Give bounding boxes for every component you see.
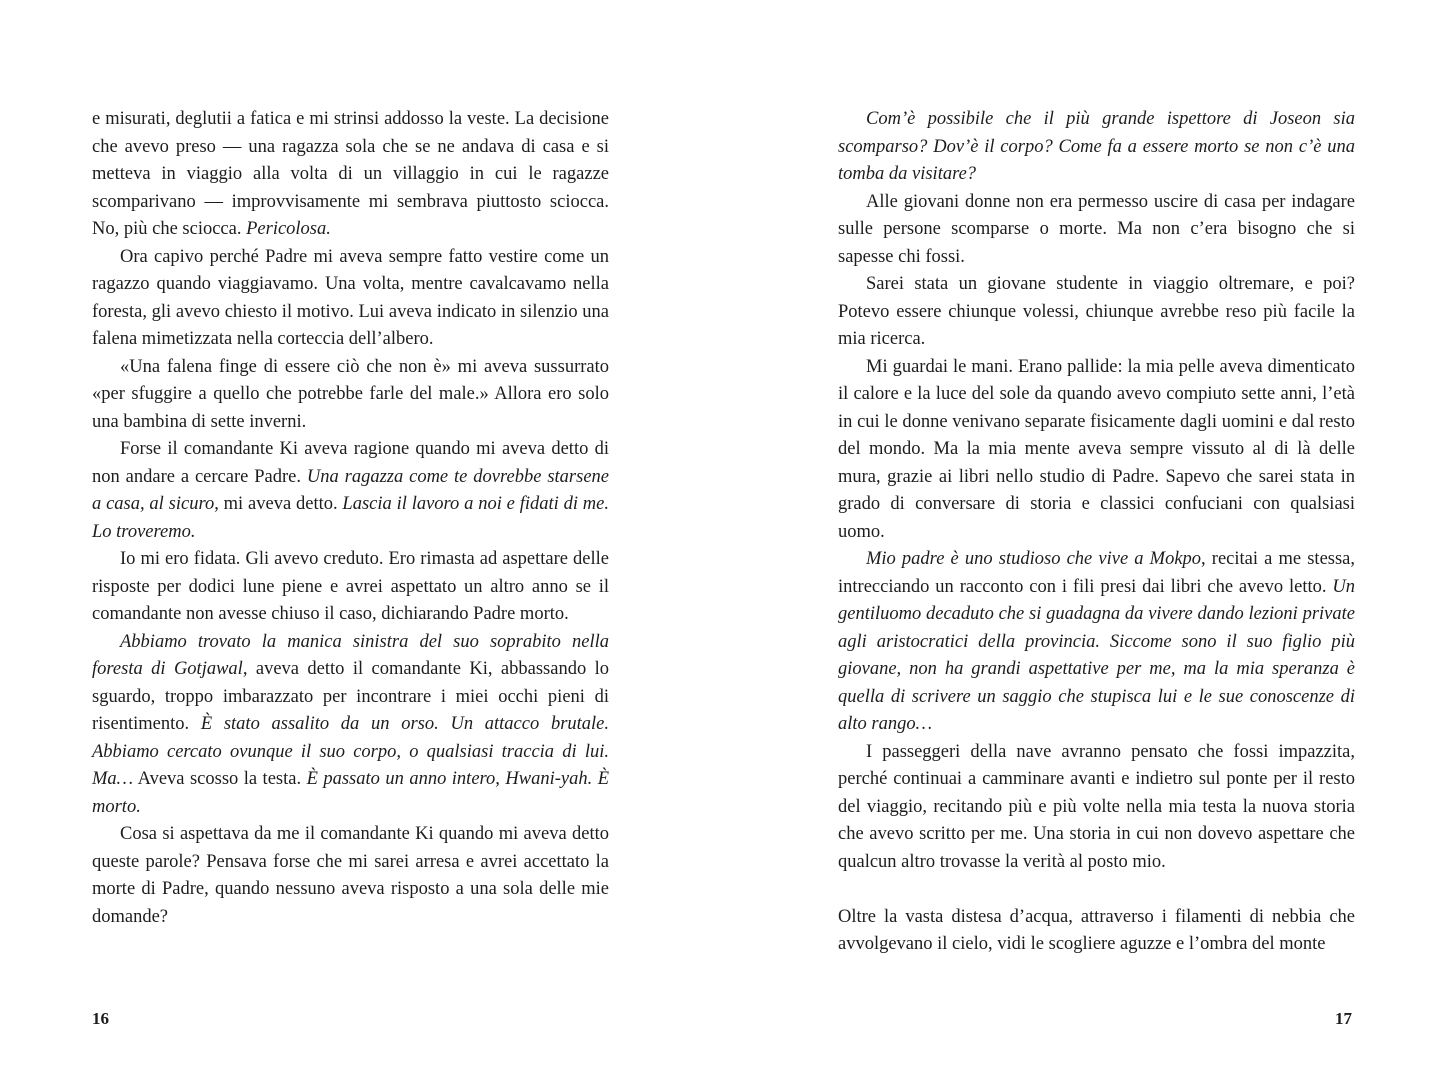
paragraph — [838, 546, 1355, 739]
paragraph — [92, 106, 609, 244]
paragraph-italic-segment: Mio padre è uno studioso che vive a Mokpo — [866, 549, 1202, 569]
paragraph-segment: Sarei stata un giovane studente in viaggio oltremare, e poi? Potevo essere chiunque volessi, chiunque avrebbe reso più facile la mia ricerca. — [838, 274, 1355, 349]
paragraph — [838, 904, 1355, 959]
paragraph — [92, 821, 609, 931]
paragraph-segment: , recitai a me stessa, intrecciando un racconto con i fili presi dai libri che avevo letto. — [838, 549, 1356, 597]
paragraph-italic-segment: Un gentiluomo decaduto che si guadagna da vivere dando lezioni private agli aristocratici della provincia. Siccome sono il suo figlio più giovane, non ha grandi aspettative per me, ma la mia speranza è quella di scrivere un saggio che stupisca lui e le sue conoscenze di alto rango… — [838, 576, 1355, 734]
page-number-right: 17 — [1335, 1009, 1352, 1028]
page-right-text — [838, 106, 1355, 959]
paragraph — [838, 106, 1355, 189]
paragraph — [92, 629, 609, 822]
paragraph-segment: , mi aveva detto. — [214, 494, 343, 514]
paragraph-italic-segment: Una ragazza come te dovrebbe starsene a casa, al sicuro — [92, 466, 609, 514]
page-number-left: 16 — [92, 1009, 109, 1028]
paragraph — [838, 354, 1355, 547]
paragraph-segment: Cosa si aspettava da me il comandante Ki quando mi aveva detto queste parole? Pensava forse che mi sarei arresa e avrei accettato la morte di Padre, quando nessuno aveva risposto a una sola delle mie domande? — [92, 824, 609, 927]
paragraph — [838, 739, 1355, 877]
paragraph-segment: I passeggeri della nave avranno pensato che fossi impazzita, perché continuai a camminare avanti e indietro sul ponte per il resto del viaggio, recitando più e più volte nella mia testa la nuova storia che avevo scritto per me. Una storia in cui non dovevo aspettare che qualcun altro trovasse la verità al posto mio. — [838, 741, 1355, 872]
page-right — [722, 0, 1445, 1089]
paragraph-italic-segment: È stato assalito da un orso. Un attacco brutale. Abbiamo cercato ovunque il suo corpo, o qualsiasi traccia di lui. Ma… — [92, 714, 610, 789]
page-left-text — [92, 106, 609, 931]
paragraph-segment: Alle giovani donne non era permesso uscire di casa per indagare sulle persone scomparse o morte. Ma non c’era bisogno che si sapesse chi fossi. — [838, 191, 1355, 267]
paragraph — [838, 271, 1355, 354]
paragraph-italic-segment: È passato un anno intero, Hwani-yah. È morto. — [92, 769, 609, 817]
paragraph-italic-segment: Abbiamo trovato la manica sinistra del suo soprabito nella foresta di Gotjawal — [92, 631, 609, 679]
paragraph — [92, 244, 609, 354]
paragraph-segment: Mi guardai le mani. Erano pallide: la mia pelle aveva dimenticato il calore e la luce del sole da quando avevo compiuto sette anni, l’età in cui le donne venivano separate fisicamente dagli uomini e dal resto del mondo. Ma la mia mente aveva sempre vissuto al di là delle mura, grazie ai libri nello studio di Padre. Sapevo che sarei stata in grado di conversare di storia e classici confuciani con qualsiasi uomo. — [838, 356, 1355, 542]
paragraph — [92, 546, 609, 629]
paragraph-segment: Aveva scosso la testa. — [133, 769, 307, 789]
paragraph-italic-segment: Com’è possibile che il più grande ispettore di Joseon sia scomparso? Dov’è il corpo? Come fa a essere morto se non c’è una tomba da visitare? — [838, 109, 1355, 184]
paragraph — [92, 436, 609, 546]
paragraph-segment: Oltre la vasta distesa d’acqua, attraverso i filamenti di nebbia che avvolgevano il cielo, vidi le scogliere aguzze e l’ombra del monte — [838, 906, 1355, 954]
paragraph-segment: Ora capivo perché Padre mi aveva sempre fatto vestire come un ragazzo quando viaggiavamo. Una volta, mentre cavalcavamo nella foresta, gli avevo chiesto il motivo. Lui aveva indicato in silenzio una falena mimetizzata nella corteccia dell’albero. — [92, 246, 609, 349]
paragraph-segment: e misurati, deglutii a fatica e mi strinsi addosso la veste. La decisione che avevo preso — una ragazza sola che se ne andava di casa e si metteva in viaggio alla volta di un villaggio in cui le ragazze scomparivano — improvvisamente mi sembrava piuttosto sciocca. No, più che sciocca. — [92, 109, 609, 239]
paragraph-segment: Forse il comandante Ki aveva ragione quando mi aveva detto di non andare a cercare Padre. — [92, 439, 609, 487]
paragraph-italic-segment: Lascia il lavoro a noi e fidati di me. Lo troveremo. — [92, 494, 609, 542]
page-left — [0, 0, 722, 1089]
paragraph — [838, 189, 1355, 272]
paragraph — [92, 354, 609, 437]
paragraph-segment: , aveva detto il comandante Ki, abbassando lo sguardo, troppo imbarazzato per incontrare i miei occhi pieni di risentimento. — [92, 659, 610, 734]
paragraph-segment: Io mi ero fidata. Gli avevo creduto. Ero rimasta ad aspettare delle risposte per dodici lune piene e avrei aspettato un altro anno se il comandante non avesse chiuso il caso, dichiarando Padre morto. — [92, 549, 609, 624]
paragraph-italic-segment: Pericolosa. — [246, 219, 331, 239]
paragraph-segment: «Una falena finge di essere ciò che non è» mi aveva sussurrato «per sfuggire a quello che potrebbe farle del male.» Allora ero solo una bambina di sette inverni. — [92, 356, 609, 432]
